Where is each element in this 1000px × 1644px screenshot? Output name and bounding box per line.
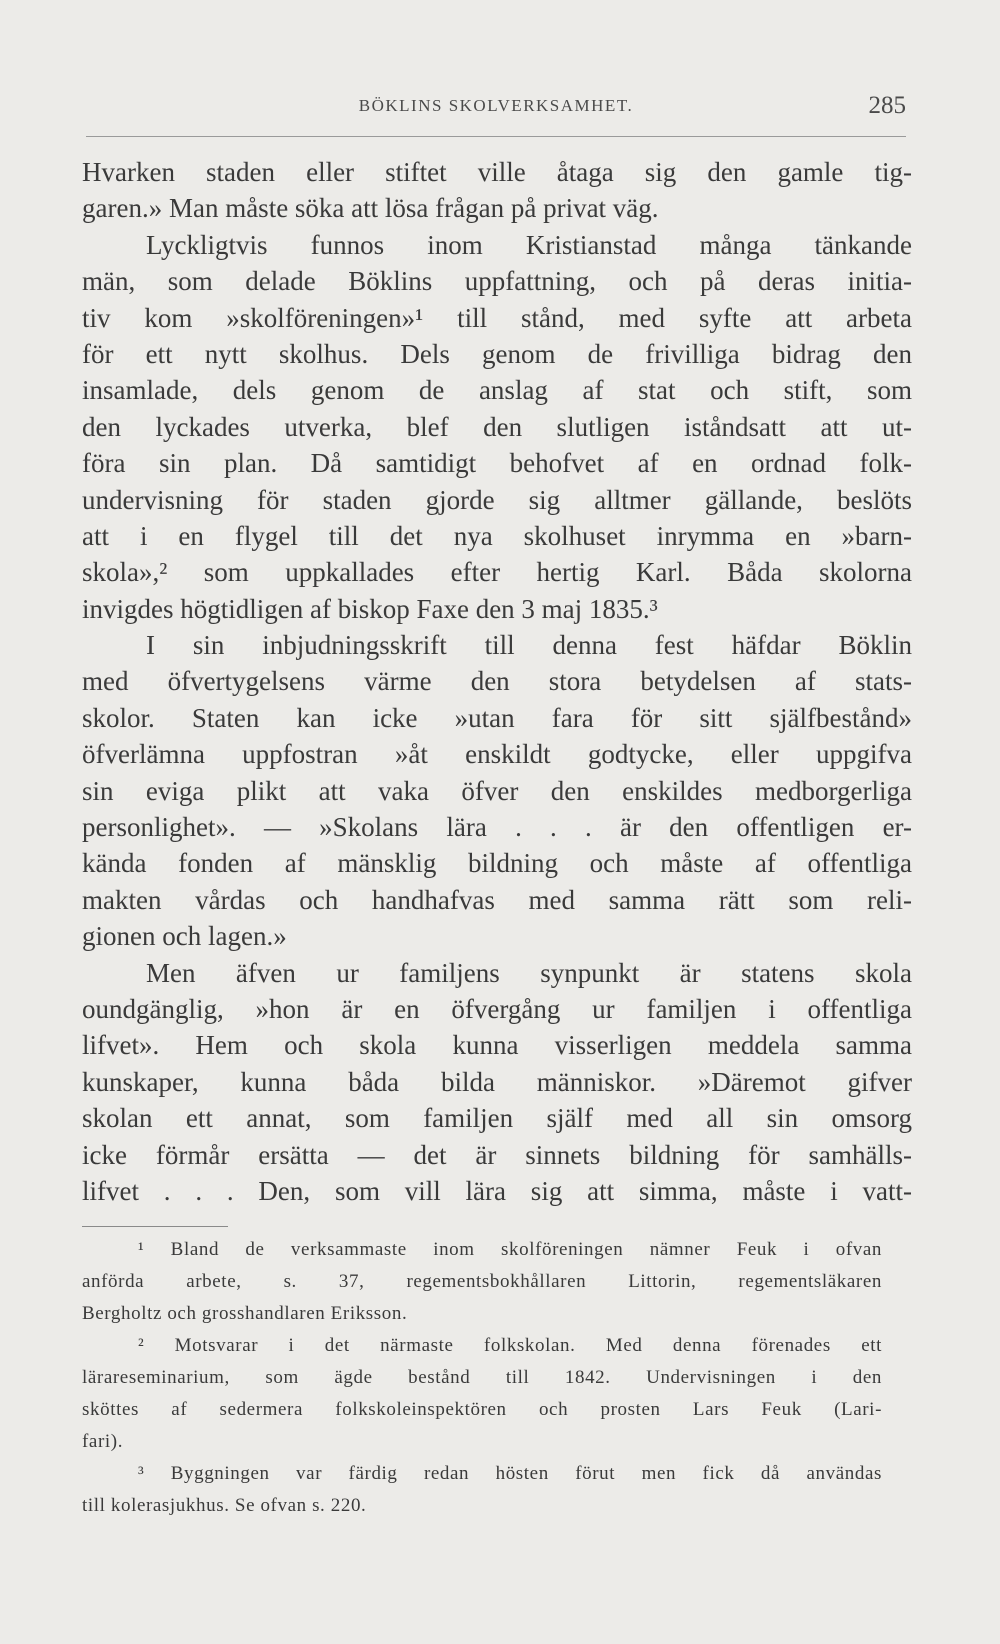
text-line: Lyckligtvis funnos inom Kristianstad många tänkande (146, 229, 912, 260)
text-line: oundgänglig, »hon är en öfvergång ur familjen i offentliga (82, 993, 912, 1024)
text-line: lifvet . . . Den, som vill lära sig att simma, måste i vatt- (82, 1175, 912, 1206)
page-number: 285 (868, 92, 906, 119)
footnote-line: ¹ Bland de verksammaste inom skolföreningen nämner Feuk i ofvan (138, 1239, 882, 1260)
footnote-line: fari). (82, 1431, 124, 1452)
text-line: icke förmår ersätta — det är sinnets bildning för samhälls- (82, 1139, 912, 1170)
text-line: Men äfven ur familjens synpunkt är statens skola (146, 957, 912, 988)
text-line: män, som delade Böklins uppfattning, och på deras initia- (82, 266, 912, 297)
header-rule (86, 136, 906, 137)
text-line: öfverlämna uppfostran »åt enskildt godtycke, eller uppgifva (82, 739, 912, 770)
running-title: BÖKLINS SKOLVERKSAMHET. (358, 96, 634, 115)
running-head (86, 92, 906, 122)
text-line: gionen och lagen.» (82, 921, 287, 952)
text-line: för ett nytt skolhus. Dels genom de frivilliga bidrag den (82, 338, 912, 369)
text-line: föra sin plan. Då samtidigt behofvet af en ordnad folk- (82, 448, 912, 479)
text-line: tiv kom »skolföreningen»¹ till stånd, med syfte att arbeta (82, 302, 912, 333)
footnote-line: ² Motsvarar i det närmaste folkskolan. Med denna förenades ett (138, 1335, 882, 1356)
text-line: skolor. Staten kan icke »utan fara för sitt själfbestånd» (82, 702, 912, 733)
text-line: undervisning för staden gjorde sig alltmer gällande, beslöts (82, 484, 912, 515)
text-line: skola»,² som uppkallades efter hertig Karl. Båda skolorna (82, 557, 912, 588)
text-line: lifvet». Hem och skola kunna visserligen meddela samma (82, 1030, 912, 1061)
text-line: personlighet». — »Skolans lära . . . är den offentligen er- (82, 812, 912, 843)
text-line: den lyckades utverka, blef den slutligen iståndsatt att ut- (82, 411, 912, 442)
text-line: invigdes högtidligen af biskop Faxe den 3 maj 1835.³ (82, 593, 658, 624)
footnote-line: sköttes af sedermera folkskoleinspektören och prosten Lars Feuk (Lari- (82, 1399, 882, 1420)
footnotes (82, 1234, 882, 1522)
footnote-rule (82, 1226, 228, 1227)
footnote-line: ³ Byggningen var färdig redan hösten förut men fick då användas (138, 1463, 882, 1484)
text-line: skolan ett annat, som familjen själf med all sin omsorg (82, 1103, 912, 1134)
text-line: sin eviga plikt att vaka öfver den enskildes medborgerliga (82, 775, 912, 806)
text-line: makten vårdas och handhafvas med samma rätt som reli- (82, 884, 912, 915)
text-line: kända fonden af mänsklig bildning och måste af offentliga (82, 848, 912, 879)
text-line: insamlade, dels genom de anslag af stat och stift, som (82, 375, 912, 406)
text-line: att i en flygel till det nya skolhuset inrymma en »barn- (82, 520, 912, 551)
text-line: garen.» Man måste söka att lösa frågan på privat väg. (82, 193, 659, 224)
body-text (82, 154, 912, 1209)
footnote-line: anförda arbete, s. 37, regementsbokhållaren Littorin, regementsläkaren (82, 1271, 882, 1292)
footnote-line: Bergholtz och grosshandlaren Eriksson. (82, 1303, 408, 1324)
text-line: kunskaper, kunna båda bilda människor. »Däremot gifver (82, 1066, 912, 1097)
footnote-line: till kolerasjukhus. Se ofvan s. 220. (82, 1495, 367, 1516)
text-line: I sin inbjudningsskrift till denna fest häfdar Böklin (146, 630, 912, 661)
text-line: med öfvertygelsens värme den stora betydelsen af stats- (82, 666, 912, 697)
text-line: Hvarken staden eller stiftet ville åtaga sig den gamle tig- (82, 157, 912, 187)
footnote-line: lärareseminarium, som ägde bestånd till 1842. Undervisningen i den (82, 1367, 882, 1388)
